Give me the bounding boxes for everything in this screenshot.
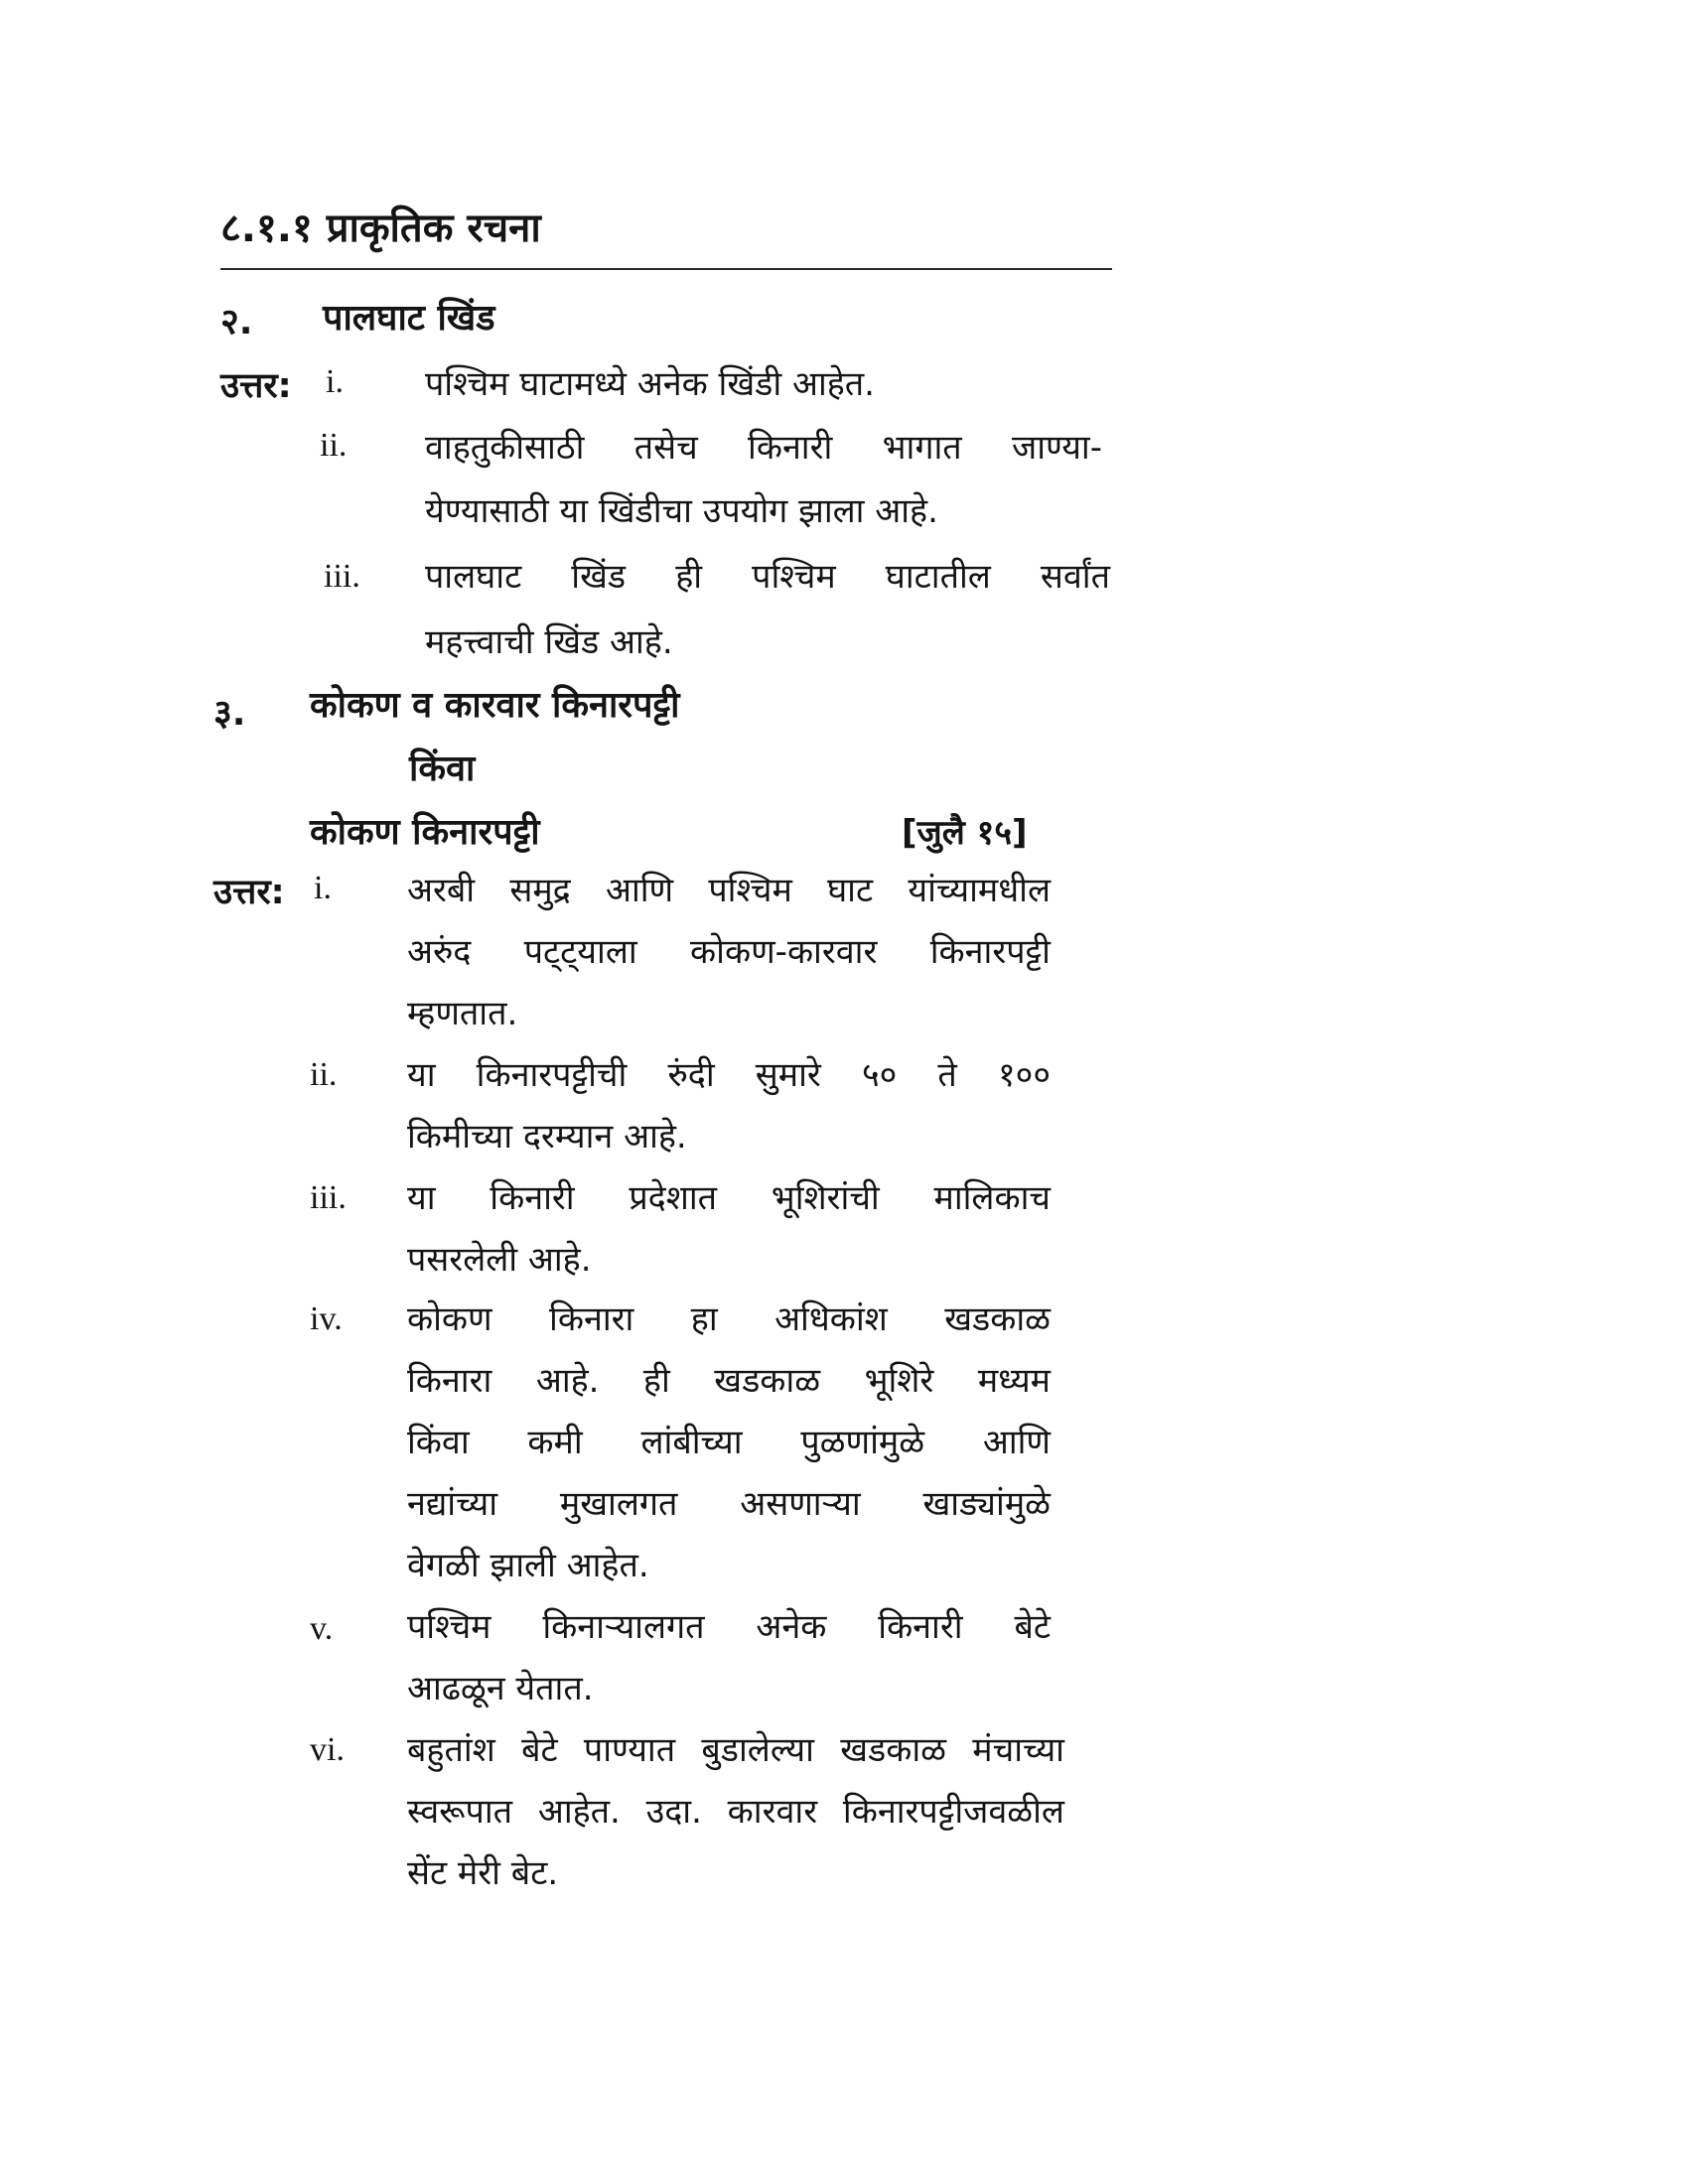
answer-line: बहुतांश बेटे पाण्यात बुडालेल्या खडकाळ मंचाच्या (407, 1730, 1064, 1770)
answer-marker: i. (326, 363, 344, 400)
answer-line: किनारा आहे. ही खडकाळ भूशिरे मध्यम (407, 1361, 1051, 1401)
heading-divider (220, 268, 1112, 270)
section-heading: ८.१.१ प्राकृतिक रचना (220, 205, 541, 251)
question-title: पालघाट खिंड (323, 298, 495, 339)
answer-label: उत्तर: (220, 366, 292, 406)
answer-line: स्वरूपात आहेत. उदा. कारवार किनारपट्टीजवळील (407, 1792, 1064, 1832)
answer-marker: i. (314, 870, 332, 906)
answer-line: या किनारपट्टीची रुंदी सुमारे ५० ते १०० (407, 1055, 1051, 1095)
answer-line: कोकण किनारा हा अधिकांश खडकाळ (407, 1299, 1051, 1339)
answer-line: पालघाट खिंड ही पश्चिम घाटातील सर्वांत (425, 557, 1110, 597)
answer-line: येण्यासाठी या खिंडीचा उपयोग झाला आहे. (425, 491, 938, 531)
question-number: २. (220, 302, 253, 342)
answer-line: किमीच्या दरम्यान आहे. (407, 1117, 687, 1157)
answer-marker: iv. (310, 1300, 343, 1337)
answer-line: या किनारी प्रदेशात भूशिरांची मालिकाच (407, 1178, 1051, 1218)
answer-line: किंवा कमी लांबीच्या पुळणांमुळे आणि (407, 1423, 1051, 1462)
answer-line: नद्यांच्या मुखालगत असणाऱ्या खाड्यांमुळे (407, 1484, 1051, 1524)
answer-marker: iii. (310, 1179, 347, 1216)
answer-line: म्हणतात. (407, 994, 518, 1033)
answer-marker: ii. (310, 1056, 338, 1093)
answer-line: पश्चिम किनाऱ्यालगत अनेक किनारी बेटे (407, 1607, 1051, 1647)
answer-line: अरुंद पट्ट्याला कोकण-कारवार किनारपट्टी (407, 932, 1051, 972)
answer-marker: ii. (320, 427, 348, 464)
answer-line: सेंट मेरी बेट. (407, 1853, 559, 1893)
answer-label: उत्तर: (213, 873, 285, 912)
answer-line: वेगळी झाली आहेत. (407, 1546, 649, 1585)
answer-marker: iii. (324, 558, 360, 595)
question-title: कोकण व कारवार किनारपट्टी (310, 685, 680, 726)
answer-marker: v. (310, 1610, 334, 1647)
answer-line: आढळून येतात. (407, 1669, 594, 1708)
or-word: किंवा (409, 749, 476, 789)
answer-line: अरबी समुद्र आणि पश्चिम घाट यांच्यामधील (407, 871, 1051, 910)
exam-tag: [जुलै १५] (902, 813, 1028, 853)
answer-line: पसरलेली आहे. (407, 1240, 592, 1280)
answer-line: महत्त्वाची खिंड आहे. (425, 622, 673, 662)
answer-line: वाहतुकीसाठी तसेच किनारी भागात जाण्या- (425, 428, 1102, 468)
answer-line: पश्चिम घाटामध्ये अनेक खिंडी आहेत. (425, 364, 875, 404)
question-number: ३. (213, 693, 246, 734)
answer-marker: vi. (310, 1731, 345, 1768)
alternate-title: कोकण किनारपट्टी (310, 812, 540, 853)
